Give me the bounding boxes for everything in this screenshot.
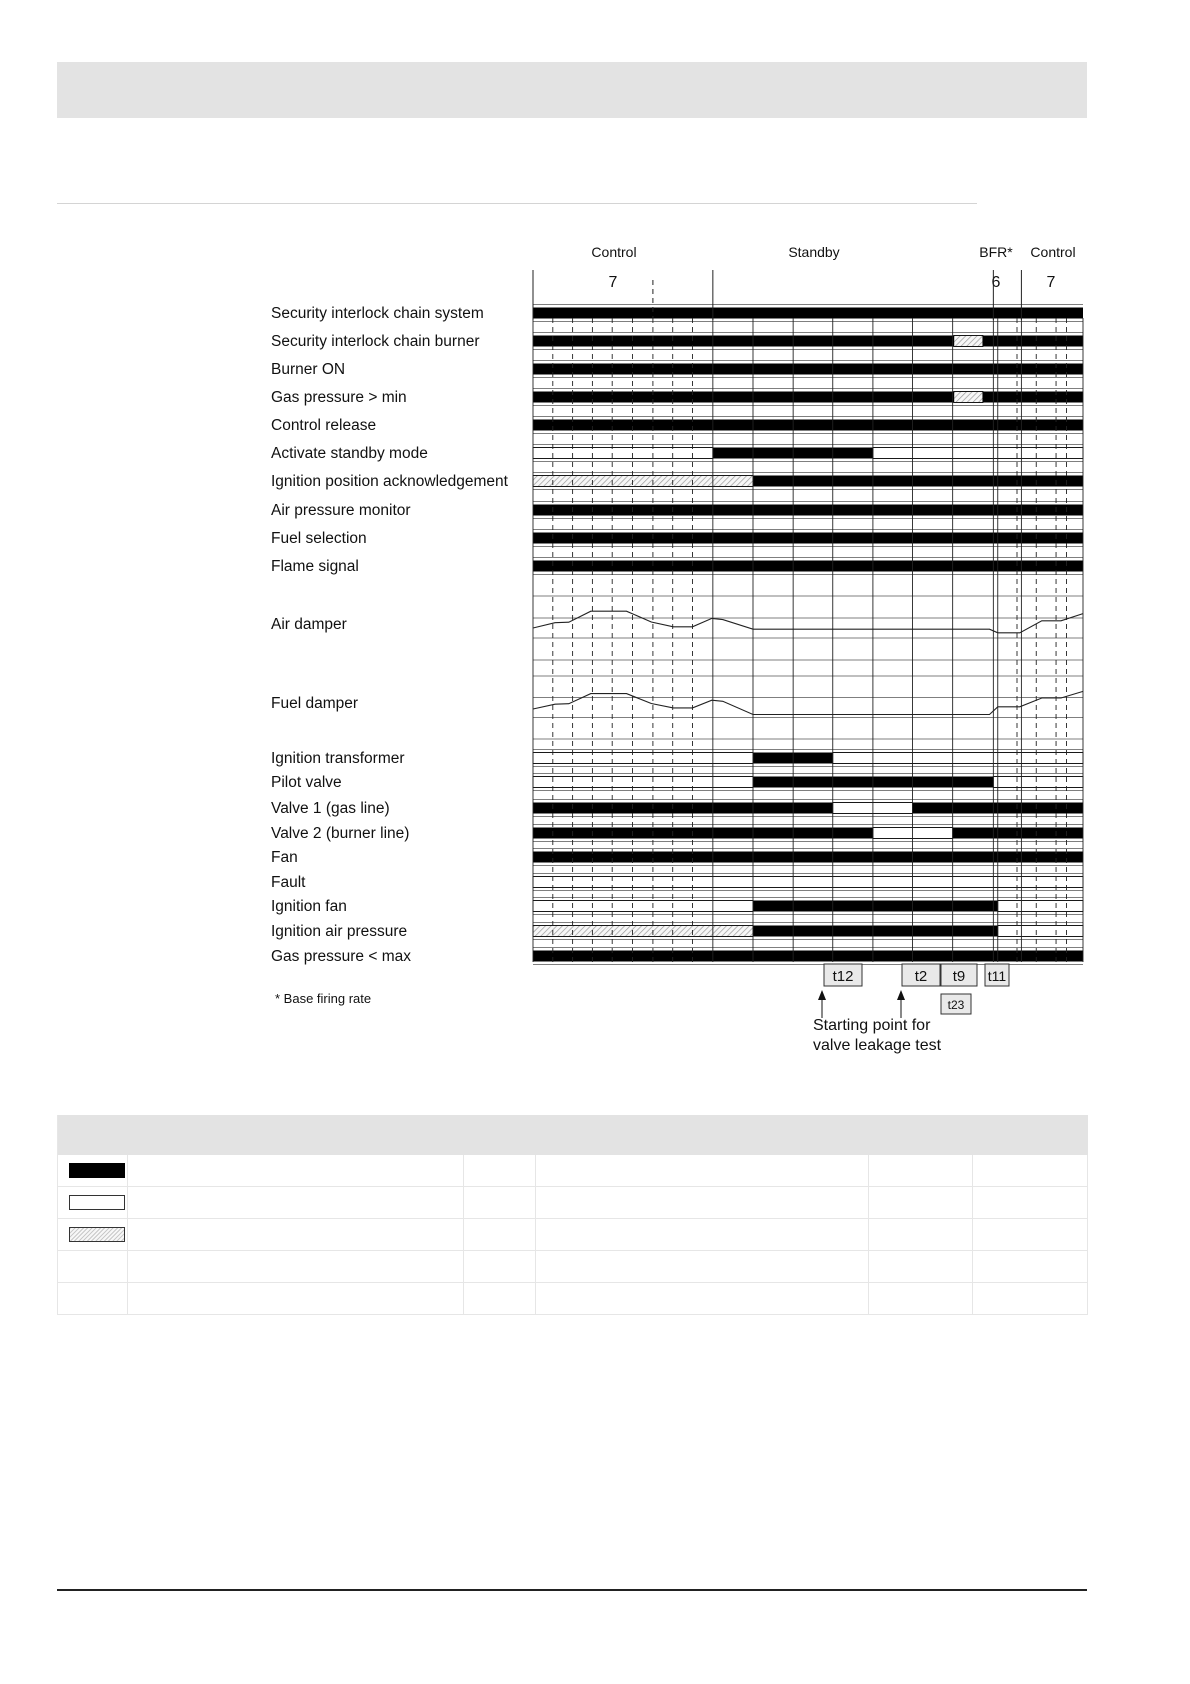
- timer-t11: [985, 964, 1009, 986]
- legend-row-white: [58, 1187, 1088, 1219]
- signal-label: Security interlock chain burner: [271, 333, 480, 350]
- signal-segment-off: [533, 901, 753, 912]
- timer-t2: [902, 964, 940, 986]
- legend-header-row: [58, 1115, 1088, 1155]
- signal-label: Burner ON: [271, 361, 346, 378]
- signal-segment-on: [533, 951, 1083, 962]
- signal-segment-off: [873, 448, 1083, 459]
- swatch-black: [69, 1163, 125, 1178]
- signal-label: Air pressure monitor: [271, 502, 411, 519]
- signal-segment-on: [533, 420, 1083, 431]
- signal-segment-off: [833, 753, 1083, 764]
- leakage-test-annotation-line2: valve leakage test: [813, 1037, 942, 1054]
- signal-label: Control release: [271, 417, 377, 434]
- swatch-hatched: [69, 1227, 125, 1242]
- signal-label: Fuel damper: [271, 695, 359, 712]
- signal-segment-on: [533, 561, 1083, 572]
- signal-segment-off: [993, 777, 1083, 788]
- phase-number-control-1: 7: [608, 274, 618, 291]
- signal-segment-on: [533, 308, 1083, 319]
- signal-label: Fault: [271, 874, 306, 891]
- fuel-damper-curve: [533, 691, 1083, 714]
- signal-segment-on: [533, 533, 1083, 544]
- signal-label: Flame signal: [271, 558, 359, 575]
- timer-t9: [941, 964, 977, 986]
- signal-segment-any: [533, 476, 753, 487]
- swatch-white: [69, 1195, 125, 1210]
- timer-t9-label: t9: [952, 968, 966, 985]
- signal-segment-off: [533, 448, 713, 459]
- phase-control-1: Control: [591, 244, 637, 260]
- signal-label: Gas pressure > min: [271, 389, 407, 406]
- signal-label: Fan: [271, 849, 298, 866]
- signal-segment-off: [533, 877, 1083, 888]
- signal-segment-off: [533, 777, 753, 788]
- timer-t12-label: t12: [832, 968, 854, 985]
- legend-row-4: [58, 1251, 1088, 1283]
- signal-segment-on: [953, 828, 1083, 839]
- legend-row-black: [58, 1155, 1088, 1187]
- signal-label: Air damper: [271, 616, 347, 633]
- timer-t23: [941, 994, 971, 1014]
- phase-number-control-2: 7: [1046, 274, 1056, 291]
- signal-label: Ignition fan: [271, 898, 347, 915]
- signal-segment-on: [753, 926, 998, 937]
- signal-segment-any: [954, 336, 983, 347]
- legend-row-5: [58, 1283, 1088, 1315]
- signal-segment-on: [753, 901, 998, 912]
- footer-divider: [57, 1589, 1087, 1591]
- timer-t11-label: t11: [987, 968, 1007, 984]
- signal-label: Ignition transformer: [271, 750, 405, 767]
- phase-control-2: Control: [1030, 244, 1076, 260]
- signal-label: Fuel selection: [271, 530, 367, 547]
- footnote: * Base firing rate: [275, 991, 372, 1006]
- air-damper-curve: [533, 611, 1083, 633]
- phase-standby: Standby: [788, 244, 840, 260]
- signal-segment-on: [533, 364, 1083, 375]
- signal-segment-on: [533, 828, 873, 839]
- signal-label: Pilot valve: [271, 774, 342, 791]
- signal-segment-on: [533, 392, 954, 403]
- timer-t23-label: t23: [947, 998, 965, 1012]
- signal-segment-on: [533, 803, 833, 814]
- signal-segment-on: [533, 336, 954, 347]
- signal-segment-off: [998, 926, 1083, 937]
- signal-label: Activate standby mode: [271, 445, 428, 462]
- signal-label: Security interlock chain system: [271, 305, 484, 322]
- signal-label: Gas pressure < max: [271, 948, 411, 965]
- legend-row-hatched: [58, 1219, 1088, 1251]
- signal-segment-any: [954, 392, 983, 403]
- phase-number-bfr: 6: [991, 274, 1001, 291]
- leakage-test-annotation-line1: Starting point for: [813, 1017, 931, 1034]
- leakage-test-arrows: [818, 990, 905, 1018]
- signal-segment-any: [533, 926, 753, 937]
- signal-segment-on: [533, 852, 1083, 863]
- signal-segment-on: [753, 476, 1083, 487]
- timer-t12: [824, 964, 862, 986]
- signal-segment-off: [998, 901, 1083, 912]
- phase-bfr: BFR*: [979, 244, 1013, 260]
- signal-segment-off: [533, 753, 753, 764]
- timer-t2-label: t2: [914, 968, 928, 985]
- signal-label: Valve 1 (gas line): [271, 800, 390, 817]
- signal-label: Ignition position acknowledgement: [271, 473, 508, 490]
- signal-label: Valve 2 (burner line): [271, 825, 410, 842]
- signal-segment-on: [533, 505, 1083, 516]
- legend-table: [57, 1115, 1088, 1315]
- signal-label: Ignition air pressure: [271, 923, 408, 940]
